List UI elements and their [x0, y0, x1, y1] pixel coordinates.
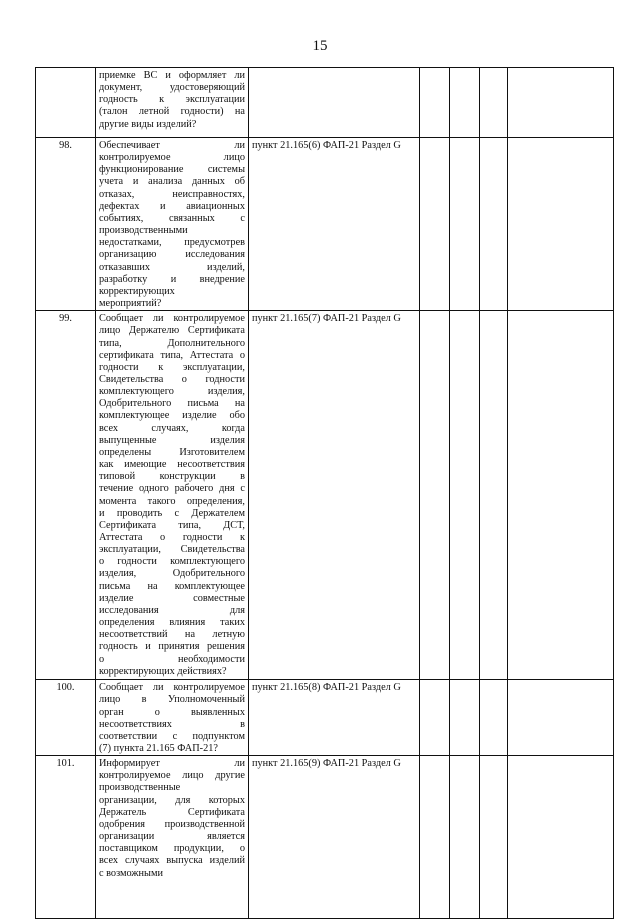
- question-line: одобрения производственной: [99, 818, 245, 830]
- question-line: учета и анализа данных об: [99, 176, 245, 188]
- question-line: Аттестата о годности к: [99, 532, 245, 543]
- question-line: течение одного рабочего дня с: [99, 483, 245, 495]
- question-line: организацию исследования: [99, 249, 245, 261]
- row-number: 101.: [36, 756, 96, 919]
- question-line: и проводить с Держателем: [99, 507, 245, 519]
- empty-answer-cell: [508, 756, 614, 919]
- question-line: определены Изготовителем: [99, 446, 245, 458]
- question-line: (7) пункта 21.165 ФАП-21?: [99, 742, 218, 754]
- question-line: комплектующего изделия,: [99, 386, 245, 398]
- empty-answer-cell: [420, 756, 450, 919]
- row-number: 99.: [36, 311, 96, 680]
- empty-answer-cell: [480, 680, 508, 756]
- question-line: эксплуатации, Свидетельства: [99, 544, 245, 556]
- question-line: о необходимости: [99, 653, 245, 665]
- question-line: о годности комплектующего: [99, 556, 245, 568]
- table-row: [36, 68, 614, 138]
- reference-cell: пункт 21.165(8) ФАП-21 Раздел G: [249, 680, 420, 756]
- empty-answer-cell: [480, 311, 508, 680]
- empty-answer-cell: [508, 680, 614, 756]
- question-line: контролируемое лицо другие: [99, 770, 245, 782]
- reference-cell: пункт 21.165(7) ФАП-21 Раздел G: [249, 311, 420, 680]
- table-row: [36, 680, 614, 756]
- question-line: выпущенные изделия: [99, 434, 245, 446]
- question-cell: [96, 68, 249, 138]
- question-line: годность и принятия решения: [99, 641, 245, 653]
- question-line: лицо Держателю Сертификата: [99, 325, 245, 337]
- empty-answer-cell: [450, 756, 480, 919]
- question-line: всех случаях, когда: [99, 422, 245, 434]
- question-line: Обеспечивает ли: [99, 140, 245, 151]
- question-line: сертификата типа, Аттестата о: [99, 349, 245, 361]
- question-line: (талон летной годности) на: [99, 106, 245, 118]
- question-line: годности к эксплуатации,: [99, 361, 245, 373]
- question-line: Держатель Сертификата: [99, 806, 245, 818]
- reference-cell: пункт 21.165(6) ФАП-21 Раздел G: [249, 138, 420, 311]
- question-line: комплектующее изделие обо: [99, 410, 245, 422]
- page-number: 15: [312, 38, 328, 54]
- question-line: письма на комплектующее: [99, 580, 245, 592]
- reference-cell: пункт 21.165(9) ФАП-21 Раздел G: [249, 756, 420, 919]
- table-row: [36, 756, 614, 919]
- question-line: отказах, неисправностях,: [99, 188, 245, 200]
- question-cell: [96, 311, 249, 680]
- question-line: Сертификата типа, ДСТ,: [99, 519, 245, 531]
- empty-answer-cell: [420, 68, 450, 138]
- question-line: отказавших изделий,: [99, 261, 245, 273]
- question-line: документ, удостоверяющий: [99, 82, 245, 94]
- question-line: организации, для которых: [99, 794, 245, 806]
- reference-cell: [249, 68, 420, 138]
- question-line: типа, Дополнительного: [99, 337, 245, 349]
- question-line: определения влияния таких: [99, 617, 245, 629]
- question-line: поставщиком продукции, о: [99, 843, 245, 855]
- question-line: несоответствиях в: [99, 718, 245, 730]
- empty-answer-cell: [450, 68, 480, 138]
- question-line: Сообщает ли контролируемое: [99, 313, 245, 325]
- empty-answer-cell: [480, 756, 508, 919]
- question-line: производственные: [99, 782, 181, 794]
- question-line: функционирование системы: [99, 164, 245, 176]
- question-line: организации является: [99, 831, 245, 843]
- question-line: изделия, Одобрительного: [99, 568, 245, 580]
- row-number: 98.: [36, 138, 96, 311]
- question-line: мероприятий?: [99, 298, 162, 310]
- empty-answer-cell: [450, 680, 480, 756]
- empty-answer-cell: [450, 311, 480, 680]
- question-line: изделие совместные: [99, 592, 245, 604]
- question-line: исследования для: [99, 604, 245, 616]
- question-line: с возможными: [99, 867, 163, 879]
- empty-answer-cell: [450, 138, 480, 311]
- question-line: корректирующих действиях?: [99, 665, 227, 677]
- checklist-table: [35, 67, 614, 919]
- question-line: несоответствий на летную: [99, 629, 245, 641]
- table-row: [36, 311, 614, 680]
- question-line: типовой конструкции в: [99, 471, 245, 483]
- question-line: годность к эксплуатации: [99, 94, 245, 106]
- question-line: соответствии с подпунктом: [99, 730, 245, 742]
- question-line: контролируемое лицо: [99, 152, 245, 164]
- question-line: корректирующих: [99, 285, 175, 297]
- question-line: приемке ВС и оформляет ли: [99, 70, 245, 81]
- question-line: как имеющие несоответствия: [99, 459, 245, 471]
- empty-answer-cell: [480, 138, 508, 311]
- question-line: Сообщает ли контролируемое: [99, 682, 245, 694]
- empty-answer-cell: [508, 138, 614, 311]
- question-line: лицо в Уполномоченный: [99, 694, 245, 706]
- empty-answer-cell: [420, 311, 450, 680]
- question-line: разработку и внедрение: [99, 273, 245, 285]
- question-cell: [96, 680, 249, 756]
- question-cell: [96, 756, 249, 919]
- row-number: 100.: [36, 680, 96, 756]
- empty-answer-cell: [420, 680, 450, 756]
- row-number: [36, 68, 96, 138]
- question-line: производственными: [99, 225, 188, 237]
- empty-answer-cell: [508, 311, 614, 680]
- question-line: орган о выявленных: [99, 706, 245, 718]
- question-line: дефектах и авиационных: [99, 200, 245, 212]
- question-line: Свидетельства о годности: [99, 373, 245, 385]
- empty-answer-cell: [508, 68, 614, 138]
- question-line: событиях, связанных с: [99, 212, 245, 224]
- question-line: Информирует ли: [99, 758, 245, 770]
- question-line: всех случаях выпуска изделий: [99, 855, 245, 867]
- question-line: недостатками, предусмотрев: [99, 237, 245, 249]
- question-line: момента такого определения,: [99, 495, 245, 507]
- question-line: Одобрительного письма на: [99, 398, 245, 410]
- question-cell: [96, 138, 249, 311]
- question-line: другие виды изделий?: [99, 118, 197, 130]
- empty-answer-cell: [480, 68, 508, 138]
- empty-answer-cell: [420, 138, 450, 311]
- table-row: [36, 138, 614, 311]
